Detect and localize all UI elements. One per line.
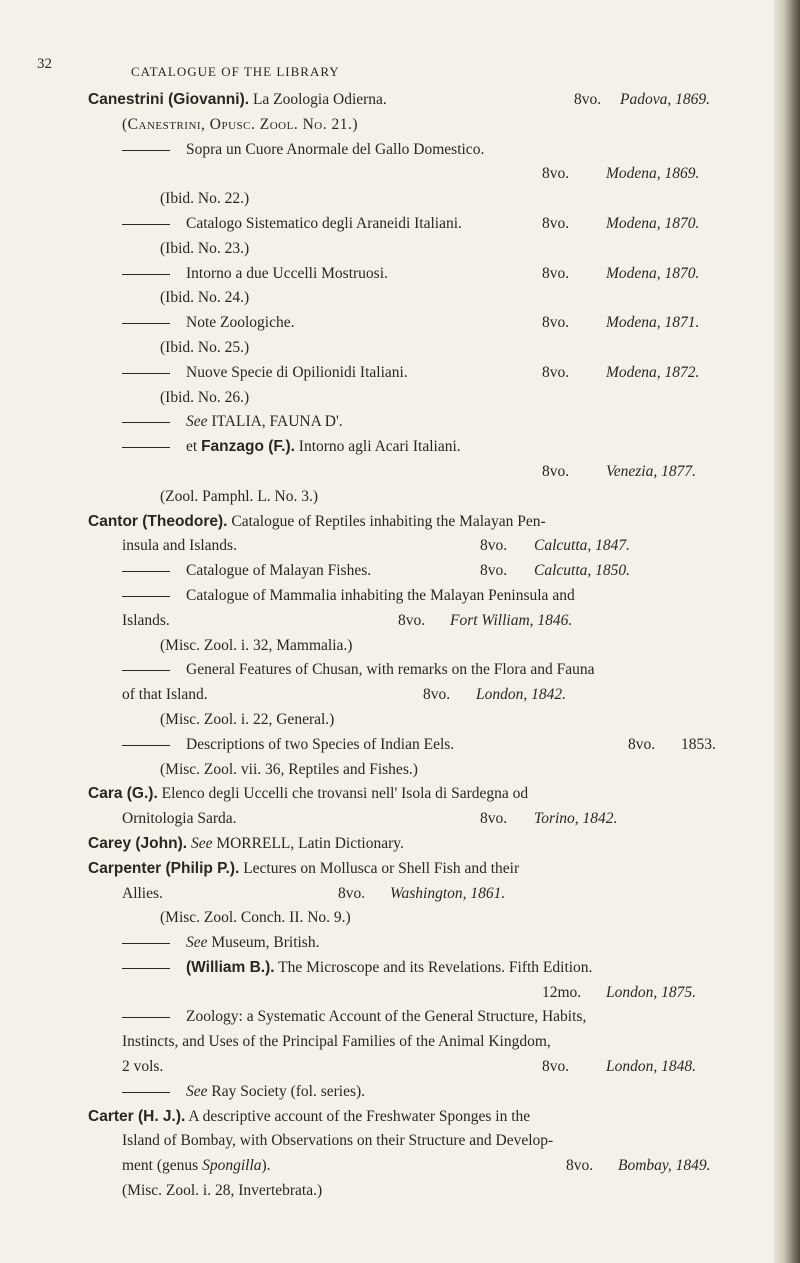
entry-title-end: ).: [261, 1157, 271, 1175]
entry-line: [88, 609, 778, 634]
entry-line: [88, 311, 778, 336]
entry-title: Intorno a due Uccelli Mostruosi.: [186, 264, 388, 282]
entry-imprint: 1853.: [681, 735, 716, 753]
entry-title: Intorno agli Acari Italiani.: [298, 438, 461, 456]
entry-line: [88, 832, 778, 857]
sub-author-entry: [186, 956, 592, 981]
series-note: (Misc. Zool. i. 22, General.): [160, 710, 335, 728]
see-target: ITALIA, FAUNA D'.: [211, 413, 343, 431]
entry-imprint: Calcutta, 1850.: [534, 562, 631, 580]
entry-format: 8vo.: [574, 91, 602, 108]
entry-line: [88, 187, 778, 212]
entry-format: 8vo.: [542, 363, 570, 381]
see-word: See: [186, 413, 208, 431]
entry-imprint: Venezia, 1877.: [606, 462, 696, 480]
entry-line: [88, 262, 778, 287]
entry-line: [88, 1105, 778, 1130]
entry-title: Catalogo Sistematico degli Araneidi Italiani.: [186, 214, 462, 232]
joint-prefix: et: [186, 438, 198, 456]
entry-format: 8vo.: [338, 884, 366, 902]
entry-format: 8vo.: [628, 735, 656, 753]
see-word: See: [190, 834, 213, 852]
cross-reference: [186, 931, 319, 956]
entry-line: [88, 782, 778, 807]
entry-imprint: Calcutta, 1847.: [534, 537, 631, 555]
entry-line: [88, 138, 778, 163]
author-heading: Carey (John).: [88, 834, 188, 852]
entry-line: [88, 708, 778, 733]
entry-imprint: Modena, 1871.: [606, 314, 700, 332]
entry-line: [88, 1179, 778, 1204]
see-word: See: [186, 934, 208, 952]
author-heading: Cantor (Theodore).: [88, 512, 228, 530]
ditto-dash: [122, 274, 170, 275]
entry-format: 8vo.: [423, 686, 451, 704]
entry-format: 12mo.: [542, 983, 582, 1001]
author-heading: Carpenter (Philip P.).: [88, 859, 240, 877]
series-note: (Ibid. No. 22.): [160, 190, 250, 208]
entry-line: [88, 1154, 778, 1179]
entry-line: [88, 212, 778, 237]
series-note: (Canestrini, Opusc. Zool. No. 21.): [122, 115, 359, 133]
ditto-dash: [122, 571, 170, 572]
entry-format: 8vo.: [542, 314, 570, 332]
genus-name: Spongilla: [202, 1157, 262, 1175]
see-target: Museum, British.: [211, 934, 320, 952]
ditto-dash: [122, 1017, 170, 1018]
entry-title: Island of Bombay, with Observations on their Structure and Develop-: [122, 1132, 554, 1150]
entry-format: 8vo.: [398, 611, 426, 629]
entry-title: Catalogue of Mammalia inhabiting the Malayan Peninsula and: [186, 586, 575, 604]
entry-title: A descriptive account of the Freshwater Sponges in the: [188, 1107, 531, 1125]
entry-line: [88, 584, 778, 609]
entry-line: [88, 683, 778, 708]
entry-line: [88, 1030, 778, 1055]
entry-line: [88, 658, 778, 683]
entry-title: General Features of Chusan, with remarks on the Flora and Fauna: [186, 661, 595, 679]
author-heading: Canestrini (Giovanni).: [88, 91, 250, 108]
entry-title: Nuove Specie di Opilionidi Italiani.: [186, 363, 408, 381]
author-heading: Carter (H. J.).: [88, 1107, 186, 1125]
series-note: (Misc. Zool. vii. 36, Reptiles and Fishes.): [160, 760, 418, 778]
entry-line: [88, 733, 778, 758]
author-heading: Fanzago (F.).: [201, 438, 295, 456]
entry-title: Catalogue of Reptiles inhabiting the Malayan Pen-: [231, 512, 546, 530]
entry-imprint: Washington, 1861.: [390, 884, 506, 902]
ditto-dash: [122, 596, 170, 597]
entry-line: [88, 410, 778, 435]
entry-format: 8vo.: [542, 165, 570, 183]
entry-line: [88, 286, 778, 311]
entry-format: 8vo.: [480, 562, 508, 580]
entry-line: [88, 485, 778, 510]
entry-imprint: Modena, 1869.: [606, 165, 700, 183]
entry-line: [88, 559, 778, 584]
see-target: MORRELL, Latin Dictionary.: [216, 834, 404, 852]
entry-format: 8vo.: [542, 264, 570, 282]
series-note: (Misc. Zool. Conch. II. No. 9.): [160, 909, 351, 927]
ditto-dash: [122, 224, 170, 225]
entry-line: [88, 336, 778, 361]
entry-line: [88, 113, 778, 138]
series-note: (Misc. Zool. i. 28, Invertebrata.): [122, 1182, 323, 1200]
entry-format: 8vo.: [566, 1157, 594, 1175]
entry-title: Ornitologia Sarda.: [122, 810, 237, 828]
entry-imprint: Fort William, 1846.: [450, 611, 573, 629]
entry-format: 8vo.: [480, 537, 508, 555]
series-note: (Misc. Zool. i. 32, Mammalia.): [160, 636, 353, 654]
series-note: (Ibid. No. 24.): [160, 289, 250, 307]
entry-imprint: Modena, 1870.: [606, 264, 700, 282]
entry-format: 8vo.: [542, 462, 570, 480]
entry-line: [88, 361, 778, 386]
series-note: (Ibid. No. 25.): [160, 338, 250, 356]
entry-line: [88, 88, 778, 113]
ditto-dash: [122, 1092, 170, 1093]
entry-title: Elenco degli Uccelli che trovansi nell' Isola di Sardegna od: [161, 785, 529, 803]
ditto-dash: [122, 943, 170, 944]
series-note: (Ibid. No. 23.): [160, 239, 250, 257]
entry-imprint: Modena, 1870.: [606, 214, 700, 232]
entry-title: Catalogue of Malayan Fishes.: [186, 562, 372, 580]
entry-line: [88, 857, 778, 882]
entry-line: [88, 1080, 778, 1105]
see-target: Ray Society (fol. series).: [211, 1082, 366, 1100]
entry-line: [88, 882, 778, 907]
entry-title: Islands.: [122, 611, 170, 629]
entry-line: [88, 906, 778, 931]
entry-line: [88, 1005, 778, 1030]
entry-format: 8vo.: [480, 810, 508, 828]
entry-line: [88, 386, 778, 411]
entry-title: insula and Islands.: [122, 537, 237, 555]
ditto-dash: [122, 670, 170, 671]
cross-reference: [186, 1080, 365, 1105]
series-note: (Zool. Pamphl. L. No. 3.): [160, 487, 318, 505]
entry-imprint: Modena, 1872.: [606, 363, 700, 381]
running-head: CATALOGUE OF THE LIBRARY: [131, 64, 340, 79]
entry-line: [88, 634, 778, 659]
entry-imprint: Padova, 1869.: [620, 91, 710, 108]
entry-imprint: London, 1875.: [606, 983, 696, 1001]
entry-line: [88, 981, 778, 1006]
entry-title-with-genus: [122, 1154, 271, 1179]
entry-imprint: Bombay, 1849.: [618, 1157, 711, 1175]
entry-title: La Zoologia Odierna.: [252, 91, 387, 108]
entry-line: [88, 1055, 778, 1080]
entry-title: Descriptions of two Species of Indian Eels.: [186, 735, 455, 753]
ditto-dash: [122, 447, 170, 448]
page-number: 32: [37, 56, 52, 72]
entry-line: [88, 237, 778, 262]
entry-line: [88, 435, 778, 460]
entry-line: [88, 956, 778, 981]
entry-imprint: London, 1848.: [606, 1058, 696, 1076]
series-note: (Ibid. No. 26.): [160, 388, 250, 406]
entry-title: Allies.: [122, 884, 163, 902]
entry-imprint: Torino, 1842.: [534, 810, 618, 828]
author-heading: Cara (G.).: [88, 785, 158, 803]
joint-author-entry: [186, 435, 461, 460]
ditto-dash: [122, 745, 170, 746]
entry-line: [88, 1129, 778, 1154]
entry-title: 2 vols.: [122, 1058, 164, 1076]
entry-line: [88, 534, 778, 559]
entry-line: [88, 807, 778, 832]
entry-title: Instincts, and Uses of the Principal Families of the Animal Kingdom,: [122, 1033, 551, 1051]
ditto-dash: [122, 323, 170, 324]
entry-title: Note Zoologiche.: [186, 314, 295, 332]
catalogue-entries: [88, 88, 778, 1204]
entry-title: ment (genus: [122, 1157, 199, 1175]
entry-title: Lectures on Mollusca or Shell Fish and their: [243, 859, 520, 877]
entry-title: Sopra un Cuore Anormale del Gallo Domestico.: [186, 140, 485, 158]
entry-line: [88, 162, 778, 187]
entry-title: The Microscope and its Revelations. Fifth Edition.: [278, 958, 593, 976]
ditto-dash: [122, 968, 170, 969]
entry-format: 8vo.: [542, 1058, 570, 1076]
entry-line: [88, 460, 778, 485]
ditto-dash: [122, 373, 170, 374]
entry-format: 8vo.: [542, 214, 570, 232]
entry-imprint: London, 1842.: [476, 686, 566, 704]
entry-title: Zoology: a Systematic Account of the General Structure, Habits,: [186, 1008, 587, 1026]
author-heading: (William B.).: [186, 958, 275, 976]
ditto-dash: [122, 150, 170, 151]
see-word: See: [186, 1082, 208, 1100]
entry-line: [88, 758, 778, 783]
entry-title: of that Island.: [122, 686, 208, 704]
entry-line: [88, 931, 778, 956]
ditto-dash: [122, 422, 170, 423]
entry-line: [88, 510, 778, 535]
cross-reference: [186, 410, 343, 435]
